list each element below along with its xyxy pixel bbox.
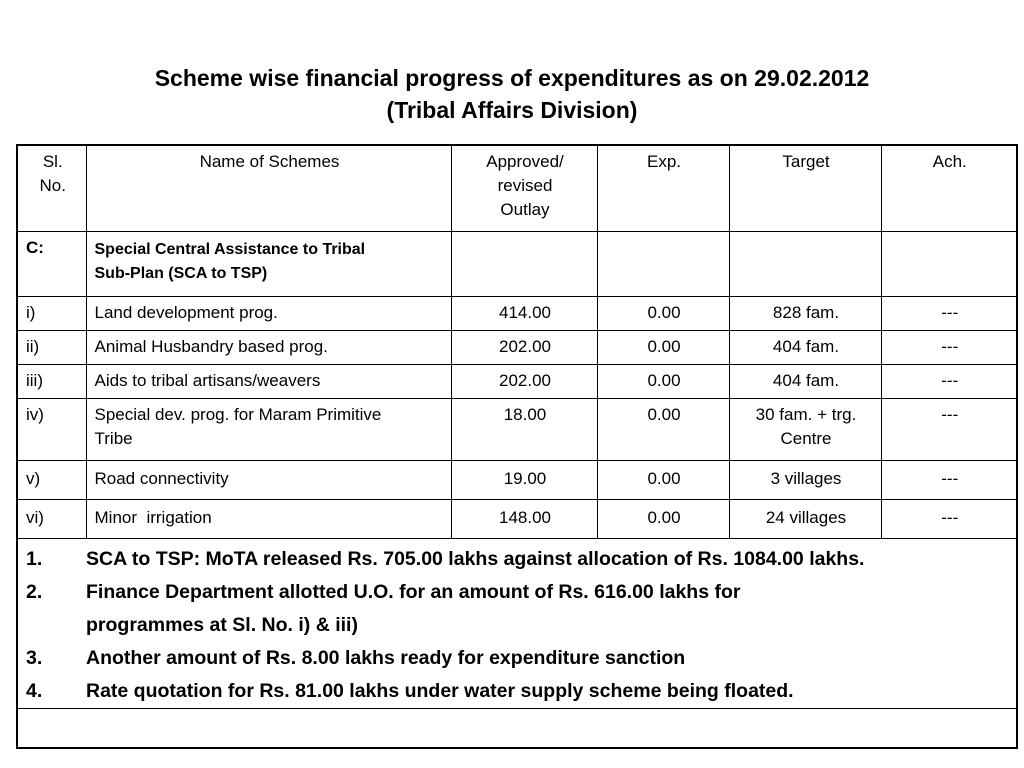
cell-target: 404 fam. — [729, 364, 881, 398]
cell-outlay: 202.00 — [451, 330, 597, 364]
header-target: Target — [729, 145, 881, 231]
cell-target: 828 fam. — [729, 296, 881, 330]
cell-ach: --- — [881, 296, 1017, 330]
cell-exp: 0.00 — [597, 499, 729, 538]
section-code: C: — [17, 231, 86, 296]
cell-exp: 0.00 — [597, 296, 729, 330]
cell-scheme-name: Minor irrigation — [86, 499, 451, 538]
cell-sl: v) — [17, 460, 86, 499]
cell-sl: iv) — [17, 398, 86, 460]
cell-exp: 0.00 — [597, 460, 729, 499]
cell-outlay: 18.00 — [451, 398, 597, 460]
cell-target: 24 villages — [729, 499, 881, 538]
cell-target: 404 fam. — [729, 330, 881, 364]
cell-outlay: 148.00 — [451, 499, 597, 538]
header-exp: Exp. — [597, 145, 729, 231]
note-item-continuation: programmes at Sl. No. i) & iii) — [86, 613, 358, 636]
note-item: 3. Another amount of Rs. 8.00 lakhs ready for expenditure sanction — [26, 646, 686, 669]
cell-target: 30 fam. + trg. Centre — [729, 398, 881, 460]
note-item: 2. Finance Department allotted U.O. for an amount of Rs. 616.00 lakhs for — [26, 580, 741, 603]
cell-sl: i) — [17, 296, 86, 330]
empty-row — [17, 708, 1017, 748]
table-row — [17, 364, 1017, 398]
cell-scheme-name: Aids to tribal artisans/weavers — [86, 364, 451, 398]
header-row — [17, 145, 1017, 231]
cell-scheme-name: Special dev. prog. for Maram Primitive Tribe — [86, 398, 451, 460]
cell-scheme-name: Land development prog. — [86, 296, 451, 330]
cell-exp: 0.00 — [597, 330, 729, 364]
section-name: Special Central Assistance to Tribal Sub-Plan (SCA to TSP) — [86, 231, 451, 296]
cell-ach: --- — [881, 398, 1017, 460]
note-item: 1. SCA to TSP: MoTA released Rs. 705.00 lakhs against allocation of Rs. 1084.00 lakhs. — [26, 547, 865, 570]
progress-table — [16, 144, 1018, 749]
header-name-of-schemes: Name of Schemes — [86, 145, 451, 231]
header-sl-no: Sl. No. — [17, 145, 86, 231]
header-ach: Ach. — [881, 145, 1017, 231]
cell-scheme-name: Animal Husbandry based prog. — [86, 330, 451, 364]
cell-outlay: 202.00 — [451, 364, 597, 398]
note-item: 4. Rate quotation for Rs. 81.00 lakhs under water supply scheme being floated. — [26, 679, 794, 702]
notes-cell — [17, 538, 1017, 708]
table-row — [17, 330, 1017, 364]
cell-target: 3 villages — [729, 460, 881, 499]
section-row — [17, 231, 1017, 296]
cell-ach: --- — [881, 364, 1017, 398]
cell-ach: --- — [881, 460, 1017, 499]
table-row — [17, 398, 1017, 460]
table-row — [17, 460, 1017, 499]
table-row — [17, 296, 1017, 330]
table-row — [17, 499, 1017, 538]
cell-outlay: 19.00 — [451, 460, 597, 499]
cell-sl: iii) — [17, 364, 86, 398]
cell-exp: 0.00 — [597, 364, 729, 398]
cell-exp: 0.00 — [597, 398, 729, 460]
title-line-1: Scheme wise financial progress of expenditures as on 29.02.2012 — [154, 65, 870, 91]
cell-scheme-name: Road connectivity — [86, 460, 451, 499]
page-title — [0, 62, 1024, 126]
title-line-2: (Tribal Affairs Division) — [386, 97, 638, 123]
notes-row — [17, 538, 1017, 708]
header-approved-outlay: Approved/ revised Outlay — [451, 145, 597, 231]
cell-ach: --- — [881, 330, 1017, 364]
cell-ach: --- — [881, 499, 1017, 538]
cell-sl: vi) — [17, 499, 86, 538]
cell-outlay: 414.00 — [451, 296, 597, 330]
cell-sl: ii) — [17, 330, 86, 364]
